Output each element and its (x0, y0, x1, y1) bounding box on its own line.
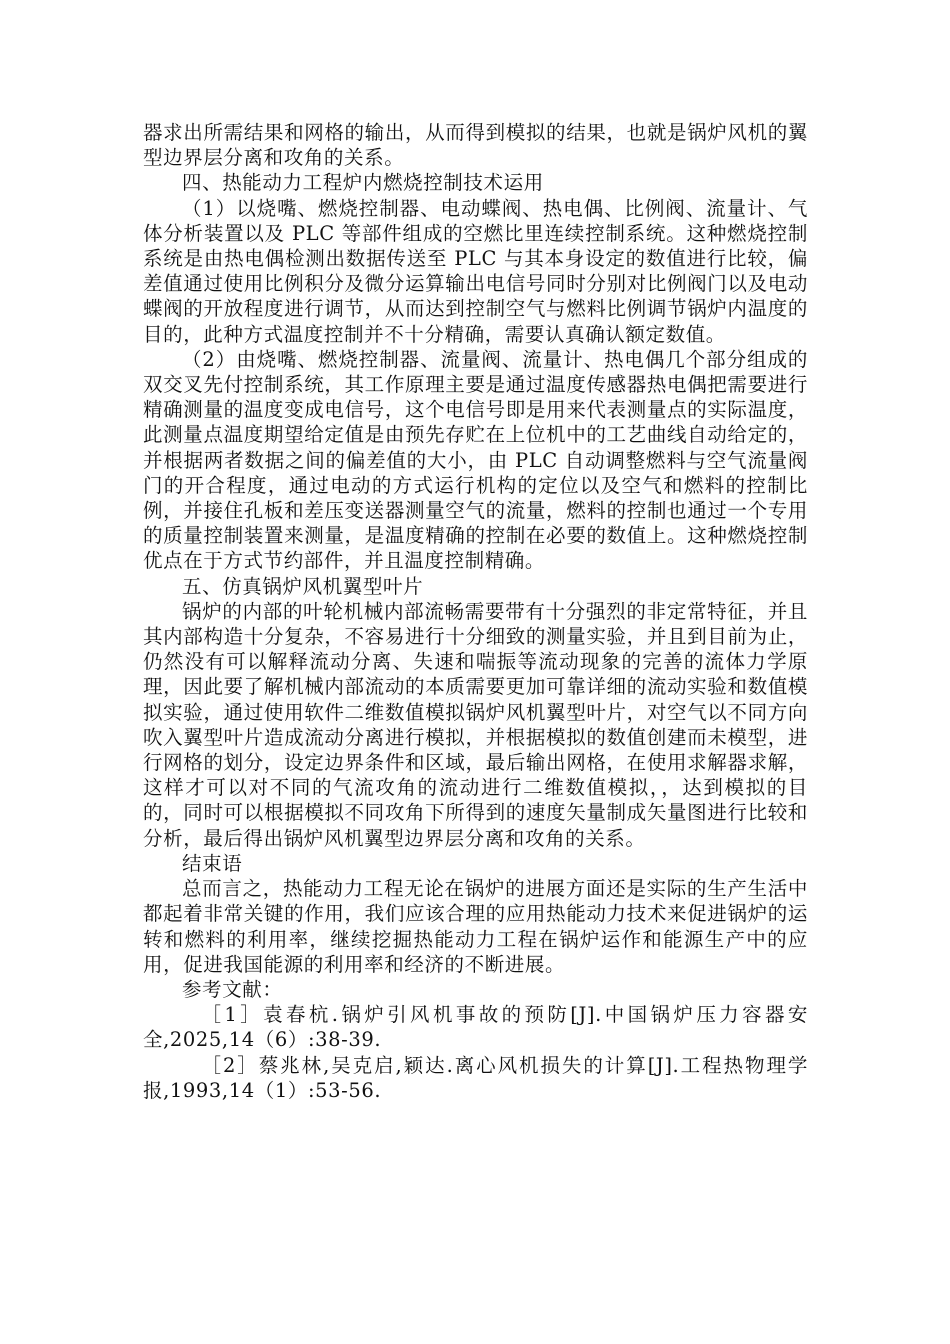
reference-item-2: ［2］蔡兆林,吴克启,颖达.离心风机损失的计算[J].工程热物理学报,1993,14（1）:53-56. (143, 1053, 808, 1102)
document-body (143, 120, 808, 1103)
section-heading-references: 参考文献： (182, 977, 283, 1001)
paragraph-intro-continued: 器求出所需结果和网格的输出，从而得到模拟的结果，也就是锅炉风机的翼型边界层分离和攻角的关系。 (143, 121, 808, 170)
paragraph-conclusion: 总而言之，热能动力工程无论在锅炉的进展方面还是实际的生产生活中都起着非常关键的作用，我们应该合理的应用热能动力技术来促进锅炉的运转和燃料的利用率，继续挖掘热能动力工程在锅炉运作和能源生产中的应用，促进我国能源的利用率和经济的不断进展。 (143, 877, 808, 976)
section-heading-blade-simulation: 五、仿真锅炉风机翼型叶片 (182, 574, 424, 598)
reference-item-1: ［1］袁春杭.锅炉引风机事故的预防[J].中国锅炉压力容器安全,2025,14（6）:38-39. (143, 1003, 808, 1052)
section-heading-conclusion: 结束语 (182, 851, 243, 875)
section-heading-combustion-control: 四、热能动力工程炉内燃烧控制技术运用 (182, 171, 544, 195)
paragraph-control-system-1: （1）以烧嘴、燃烧控制器、电动蝶阀、热电偶、比例阀、流量计、气体分析装置以及 PLC 等部件组成的空燃比里连续控制系统。这种燃烧控制系统是由热电偶检测出数据传送至 PLC 与其本身设定的数值进行比较，偏差值通过使用比例积分及微分运算输出电信号同时分别对比例阀门以及电动蝶阀的开放程度进行调节，从而达到控制空气与燃料比例调节锅炉内温度的目的，此种方式温度控制并不十分精确，需要认真确认额定数值。 (143, 196, 808, 346)
paragraph-simulation: 锅炉的内部的叶轮机械内部流畅需要带有十分强烈的非定常特征，并且其内部构造十分复杂，不容易进行十分细致的测量实验，并且到目前为止，仍然没有可以解释流动分离、失速和喘振等流动现象的完善的流体力学原理，因此要了解机械内部流动的本质需要更加可靠详细的流动实验和数值模拟实验，通过使用软件二维数值模拟锅炉风机翼型叶片，对空气以不同方向吹入翼型叶片造成流动分离进行模拟，并根据模拟的数值创建而未模型，进行网格的划分，设定边界条件和区域，最后输出网格，在使用求解器求解，这样才可以对不同的气流攻角的流动进行二维数值模拟，，达到模拟的目的，同时可以根据模拟不同攻角下所得到的速度矢量制成矢量图进行比较和分析，最后得出锅炉风机翼型边界层分离和攻角的关系。 (143, 599, 808, 850)
paragraph-control-system-2: （2）由烧嘴、燃烧控制器、流量阀、流量计、热电偶几个部分组成的双交叉先付控制系统，其工作原理主要是通过温度传感器热电偶把需要进行精确测量的温度变成电信号，这个电信号即是用来代表测量点的实际温度，此测量点温度期望给定值是由预先存贮在上位机中的工艺曲线自动给定的，并根据两者数据之间的偏差值的大小，由 PLC 自动调整燃料与空气流量阀门的开合程度，通过电动的方式运行机构的定位以及空气和燃料的控制比例，并接住孔板和差压变送器测量空气的流量，燃料的控制也通过一个专用的质量控制装置来测量，是温度精确的控制在必要的数值上。这种燃烧控制优点在于方式节约部件，并且温度控制精确。 (143, 347, 808, 573)
